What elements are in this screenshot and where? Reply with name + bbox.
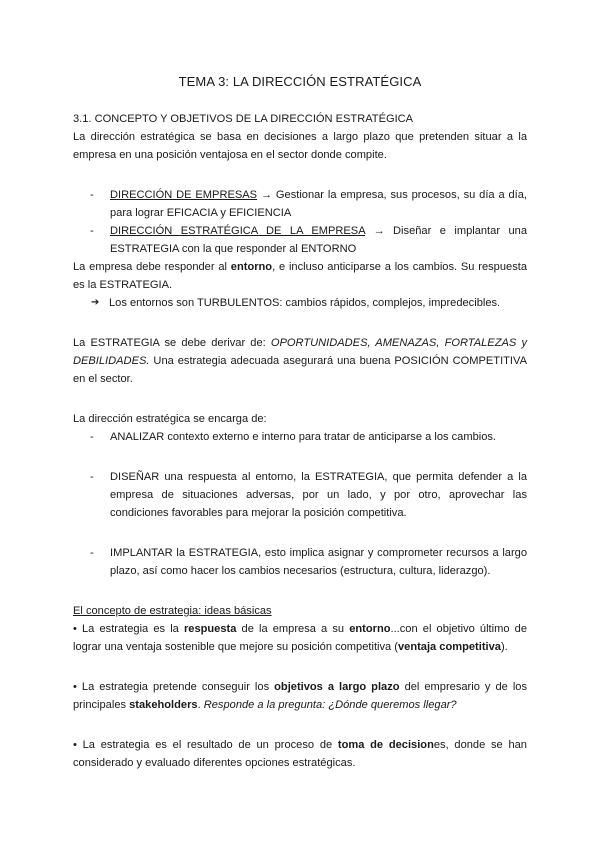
idea-paragraph: • La estrategia es la respuesta de la empresa a su entorno...con el objetivo último de lograr una ventaja sostenible que mejore su posición competitiva (ventaja competitiva).: [73, 623, 527, 653]
idea-paragraph: • La estrategia pretende conseguir los objetivos a largo plazo del empresario y de los principales stakeholders. Responde a la pregunta: ¿Dónde queremos llegar?: [73, 681, 528, 711]
list-item: [73, 222, 527, 258]
list-item: - IMPLANTAR la ESTRATEGIA, esto implica asignar y comprometer recursos a largo plazo, así como hacer los cambios necesarios (estructura, cultura, liderazgo).: [90, 547, 527, 577]
entorno-paragraph: La empresa debe responder al entorno, e incluso anticiparse a los cambios. Su respuesta es la ESTRATEGIA.: [73, 261, 527, 291]
definitions-list: [73, 186, 527, 258]
tasks-list: [73, 428, 527, 580]
arrow-icon: ➔: [91, 297, 100, 308]
list-item: - DISEÑAR una respuesta al entorno, la ESTRATEGIA, que permita defender a la empresa de situaciones adversas, por un lado, y por otro, aprovechar las condiciones favorables para mejorar la posición competitiva.: [90, 471, 527, 519]
idea-paragraph: • La estrategia es el resultado de un proceso de toma de decisiones, donde se han considerado y evaluado diferentes opciones estratégicas.: [73, 739, 527, 769]
term: DIRECCIÓN DE EMPRESAS: [110, 189, 258, 201]
intro-paragraph: La dirección estratégica se basa en decisiones a largo plazo que pretenden situar a la empresa en una posición ventajosa en el sector donde compite.: [73, 131, 527, 161]
encarga-intro: La dirección estratégica se encarga de:: [73, 413, 267, 425]
dash-marker: -: [90, 225, 94, 237]
derivar-paragraph: La ESTRATEGIA se debe derivar de: OPORTUNIDADES, AMENAZAS, FORTALEZAS y DEBILIDADES. Una estrategia adecuada asegurará una buena POSICIÓN COMPETITIVA en el sector.: [73, 337, 527, 385]
definition-text: → Gestionar la empresa, sus procesos, su día a día, para lograr EFICACIA y EFICIENCIA: [110, 189, 527, 219]
dash-marker: -: [90, 189, 94, 201]
list-item: ➔ Los entornos son TURBULENTOS: cambios rápidos, complejos, impredecibles.: [73, 294, 527, 312]
list-item: - ANALIZAR contexto externo e interno para tratar de anticiparse a los cambios.: [90, 431, 497, 443]
section-heading-underlined: El concepto de estrategia: ideas básicas: [73, 605, 272, 617]
section-heading: 3.1. CONCEPTO Y OBJETIVOS DE LA DIRECCIÓN ESTRATÉGICA: [73, 113, 414, 125]
term: DIRECCIÓN ESTRATÉGICA DE LA EMPRESA: [110, 225, 365, 237]
definition-text: → Diseñar e implantar una ESTRATEGIA con la que responder al ENTORNO: [110, 225, 527, 255]
document-body: [73, 110, 527, 772]
page-title: TEMA 3: LA DIRECCIÓN ESTRATÉGICA: [178, 74, 422, 89]
arrow-list: [73, 294, 527, 312]
list-item: [73, 186, 527, 222]
